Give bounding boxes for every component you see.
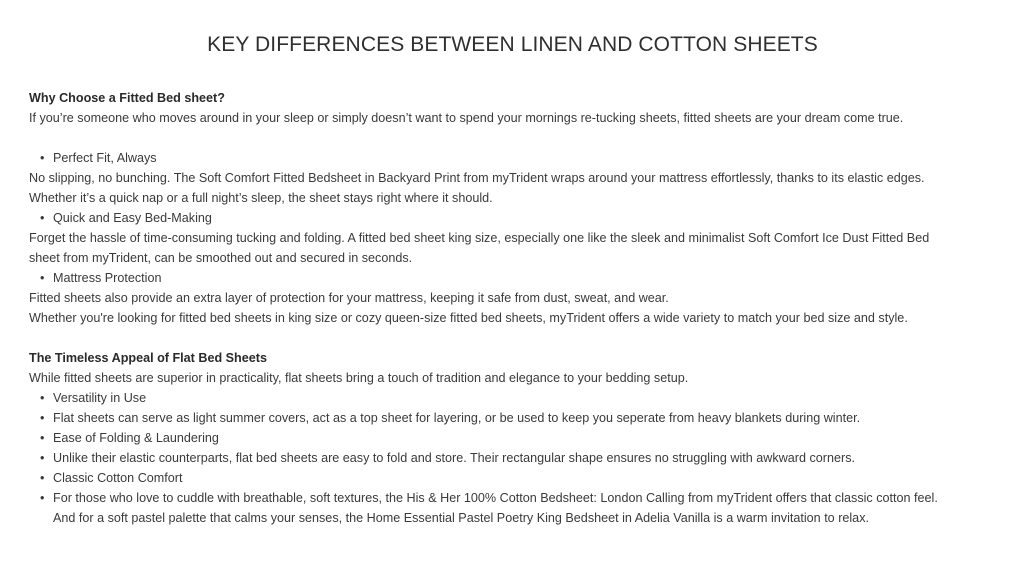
paragraph: sheet from myTrident, can be smoothed out and secured in seconds. [29,251,413,265]
list-item [29,148,996,168]
list-item [29,428,996,448]
bullet-icon: • [40,151,45,165]
list-item-label: Classic Cotton Comfort [53,471,183,485]
paragraph: Fitted sheets also provide an extra layer of protection for your mattress, keeping it safe from dust, sweat, and wear. [29,291,669,305]
spacer [29,128,996,148]
bullet-icon: • [40,491,45,505]
list-item-label: Ease of Folding & Laundering [53,431,219,445]
list-item-label: Perfect Fit, Always [53,151,157,165]
list-item [29,488,996,508]
list-item-label: Flat sheets can serve as light summer covers, act as a top sheet for layering, or be used to keep you seperate from heavy blankets during winter. [53,411,861,425]
bullet-icon: • [40,471,45,485]
list-item-label: Quick and Easy Bed-Making [53,211,212,225]
list-item-label: For those who love to cuddle with breathable, soft textures, the His & Her 100% Cotton Bedsheet: London Calling from myTrident offers that classic cotton feel. [53,491,938,505]
list-item-label: And for a soft pastel palette that calms your senses, the Home Essential Pastel Poetry King Bedsheet in Adelia Vanilla is a warm invitation to relax. [53,511,869,525]
list-item [29,448,996,468]
list-item-label: Unlike their elastic counterparts, flat bed sheets are easy to fold and store. Their rectangular shape ensures no struggling with awkward corners. [53,451,855,465]
section-heading-flat: The Timeless Appeal of Flat Bed Sheets [29,351,267,365]
paragraph: If you’re someone who moves around in your sleep or simply doesn’t want to spend your mornings re-tucking sheets, fitted sheets are your dream come true. [29,111,904,125]
bullet-icon: • [40,211,45,225]
spacer [29,328,996,348]
list-item-label: Mattress Protection [53,271,162,285]
list-item [29,268,996,288]
section-heading-fitted: Why Choose a Fitted Bed sheet? [29,91,225,105]
bullet-icon: • [40,271,45,285]
page-title: KEY DIFFERENCES BETWEEN LINEN AND COTTON SHEETS [207,33,818,56]
list-item [29,388,996,408]
paragraph: Whether it’s a quick nap or a full night’s sleep, the sheet stays right where it should. [29,191,493,205]
list-item-label: Versatility in Use [53,391,147,405]
paragraph: Whether you're looking for fitted bed sheets in king size or cozy queen-size fitted bed sheets, myTrident offers a wide variety to match your bed size and style. [29,311,908,325]
paragraph: No slipping, no bunching. The Soft Comfort Fitted Bedsheet in Backyard Print from myTrident wraps around your mattress effortlessly, thanks to its elastic edges. [29,171,925,185]
bullet-icon: • [40,411,45,425]
paragraph: While fitted sheets are superior in practicality, flat sheets bring a touch of tradition and elegance to your bedding setup. [29,371,689,385]
document-body [29,88,996,528]
list-item-continuation [29,508,996,528]
paragraph: Forget the hassle of time-consuming tucking and folding. A fitted bed sheet king size, especially one like the sleek and minimalist Soft Comfort Ice Dust Fitted Bed [29,231,930,245]
bullet-icon: • [40,391,45,405]
list-item [29,208,996,228]
bullet-icon: • [40,451,45,465]
bullet-icon: • [40,431,45,445]
list-item [29,468,996,488]
list-item [29,408,996,428]
